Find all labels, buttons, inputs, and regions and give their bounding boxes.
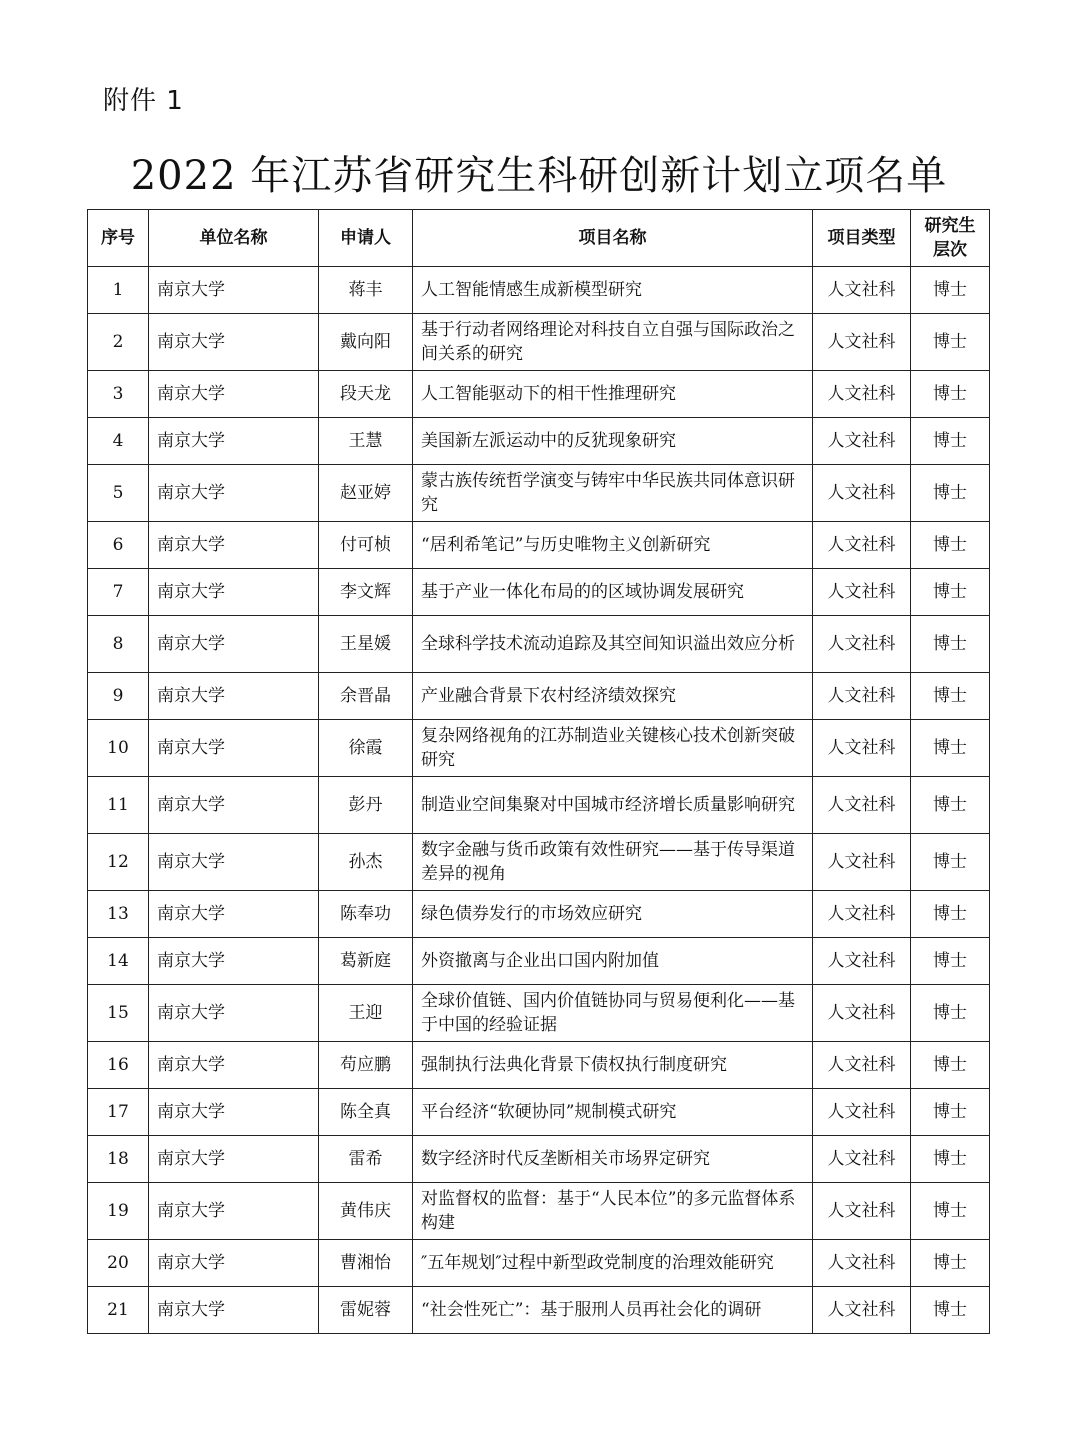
cell-level: 博士	[911, 938, 990, 985]
cell-project: 绿色债券发行的市场效应研究	[413, 891, 813, 938]
cell-seq: 4	[88, 418, 149, 465]
cell-seq: 14	[88, 938, 149, 985]
cell-project: 平台经济“软硬协同”规制模式研究	[413, 1089, 813, 1136]
cell-level: 博士	[911, 418, 990, 465]
cell-type: 人文社科	[813, 569, 911, 616]
cell-level: 博士	[911, 465, 990, 522]
cell-unit: 南京大学	[149, 314, 319, 371]
cell-type: 人文社科	[813, 1089, 911, 1136]
cell-project: 强制执行法典化背景下债权执行制度研究	[413, 1042, 813, 1089]
cell-level: 博士	[911, 1042, 990, 1089]
table-row	[88, 834, 990, 891]
cell-project: 制造业空间集聚对中国城市经济增长质量影响研究	[413, 777, 813, 834]
cell-type: 人文社科	[813, 834, 911, 891]
cell-unit: 南京大学	[149, 616, 319, 673]
table-row	[88, 1183, 990, 1240]
header-applicant: 申请人	[319, 210, 413, 267]
document-title: 2022 年江苏省研究生科研创新计划立项名单	[130, 153, 948, 199]
cell-seq: 21	[88, 1287, 149, 1334]
cell-applicant: 戴向阳	[319, 314, 413, 371]
cell-project: 对监督权的监督：基于“人民本位”的多元监督体系构建	[413, 1183, 813, 1240]
cell-project: “社会性死亡”：基于服刑人员再社会化的调研	[413, 1287, 813, 1334]
table-row	[88, 465, 990, 522]
cell-applicant: 蒋丰	[319, 267, 413, 314]
cell-applicant: 王星媛	[319, 616, 413, 673]
cell-project: 外资撤离与企业出口国内附加值	[413, 938, 813, 985]
cell-applicant: 陈全真	[319, 1089, 413, 1136]
cell-applicant: 苟应鹏	[319, 1042, 413, 1089]
cell-project: 美国新左派运动中的反犹现象研究	[413, 418, 813, 465]
cell-level: 博士	[911, 1089, 990, 1136]
cell-applicant: 段天龙	[319, 371, 413, 418]
header-project: 项目名称	[413, 210, 813, 267]
cell-project: 基于产业一体化布局的的区域协调发展研究	[413, 569, 813, 616]
cell-unit: 南京大学	[149, 569, 319, 616]
header-level	[911, 210, 990, 267]
cell-type: 人文社科	[813, 418, 911, 465]
cell-level: 博士	[911, 1287, 990, 1334]
cell-project: 数字金融与货币政策有效性研究——基于传导渠道差异的视角	[413, 834, 813, 891]
cell-unit: 南京大学	[149, 777, 319, 834]
cell-unit: 南京大学	[149, 673, 319, 720]
cell-type: 人文社科	[813, 938, 911, 985]
cell-level: 博士	[911, 522, 990, 569]
cell-level: 博士	[911, 371, 990, 418]
cell-applicant: 雷妮蓉	[319, 1287, 413, 1334]
cell-unit: 南京大学	[149, 267, 319, 314]
table-row	[88, 1089, 990, 1136]
table-row	[88, 720, 990, 777]
header-level-line1: 研究生	[924, 216, 976, 236]
cell-type: 人文社科	[813, 267, 911, 314]
cell-type: 人文社科	[813, 891, 911, 938]
cell-type: 人文社科	[813, 1136, 911, 1183]
cell-seq: 10	[88, 720, 149, 777]
table-body	[88, 267, 990, 1334]
cell-unit: 南京大学	[149, 522, 319, 569]
cell-project: 全球科学技术流动追踪及其空间知识溢出效应分析	[413, 616, 813, 673]
cell-unit: 南京大学	[149, 834, 319, 891]
table-row	[88, 314, 990, 371]
cell-project: 人工智能驱动下的相干性推理研究	[413, 371, 813, 418]
cell-unit: 南京大学	[149, 1183, 319, 1240]
table-row	[88, 267, 990, 314]
cell-seq: 1	[88, 267, 149, 314]
cell-type: 人文社科	[813, 777, 911, 834]
cell-type: 人文社科	[813, 1183, 911, 1240]
cell-unit: 南京大学	[149, 1287, 319, 1334]
cell-level: 博士	[911, 673, 990, 720]
cell-seq: 12	[88, 834, 149, 891]
cell-type: 人文社科	[813, 720, 911, 777]
cell-type: 人文社科	[813, 314, 911, 371]
cell-unit: 南京大学	[149, 1136, 319, 1183]
cell-type: 人文社科	[813, 673, 911, 720]
cell-applicant: 黄伟庆	[319, 1183, 413, 1240]
cell-applicant: 李文辉	[319, 569, 413, 616]
table-row	[88, 891, 990, 938]
cell-unit: 南京大学	[149, 1089, 319, 1136]
cell-type: 人文社科	[813, 1240, 911, 1287]
cell-seq: 11	[88, 777, 149, 834]
table-row	[88, 1136, 990, 1183]
cell-level: 博士	[911, 314, 990, 371]
cell-unit: 南京大学	[149, 985, 319, 1042]
header-unit: 单位名称	[149, 210, 319, 267]
cell-applicant: 余晋晶	[319, 673, 413, 720]
cell-unit: 南京大学	[149, 371, 319, 418]
cell-type: 人文社科	[813, 616, 911, 673]
cell-seq: 2	[88, 314, 149, 371]
cell-type: 人文社科	[813, 465, 911, 522]
cell-unit: 南京大学	[149, 465, 319, 522]
cell-seq: 18	[88, 1136, 149, 1183]
cell-level: 博士	[911, 267, 990, 314]
cell-level: 博士	[911, 985, 990, 1042]
cell-level: 博士	[911, 834, 990, 891]
cell-applicant: 徐霞	[319, 720, 413, 777]
table-row	[88, 985, 990, 1042]
table-row	[88, 1240, 990, 1287]
cell-seq: 19	[88, 1183, 149, 1240]
cell-applicant: 赵亚婷	[319, 465, 413, 522]
cell-level: 博士	[911, 720, 990, 777]
cell-unit: 南京大学	[149, 418, 319, 465]
table-row	[88, 371, 990, 418]
table-row	[88, 1287, 990, 1334]
cell-applicant: 王慧	[319, 418, 413, 465]
cell-level: 博士	[911, 777, 990, 834]
cell-type: 人文社科	[813, 985, 911, 1042]
table-header-row	[88, 210, 990, 267]
cell-project: 蒙古族传统哲学演变与铸牢中华民族共同体意识研究	[413, 465, 813, 522]
table-row	[88, 777, 990, 834]
cell-project: 基于行动者网络理论对科技自立自强与国际政治之间关系的研究	[413, 314, 813, 371]
cell-applicant: 陈奉功	[319, 891, 413, 938]
cell-seq: 8	[88, 616, 149, 673]
table-row	[88, 418, 990, 465]
cell-seq: 16	[88, 1042, 149, 1089]
cell-type: 人文社科	[813, 371, 911, 418]
cell-applicant: 曹湘怡	[319, 1240, 413, 1287]
cell-seq: 9	[88, 673, 149, 720]
cell-level: 博士	[911, 891, 990, 938]
cell-project: 产业融合背景下农村经济绩效探究	[413, 673, 813, 720]
cell-level: 博士	[911, 1240, 990, 1287]
table-row	[88, 938, 990, 985]
cell-type: 人文社科	[813, 1287, 911, 1334]
cell-seq: 6	[88, 522, 149, 569]
cell-seq: 13	[88, 891, 149, 938]
cell-level: 博士	[911, 616, 990, 673]
cell-unit: 南京大学	[149, 1240, 319, 1287]
cell-project: 复杂网络视角的江苏制造业关键核心技术创新突破研究	[413, 720, 813, 777]
project-list-table	[87, 209, 990, 1334]
cell-applicant: 王迎	[319, 985, 413, 1042]
cell-project: 数字经济时代反垄断相关市场界定研究	[413, 1136, 813, 1183]
table-row	[88, 673, 990, 720]
cell-project: “居利希笔记”与历史唯物主义创新研究	[413, 522, 813, 569]
cell-project: 全球价值链、国内价值链协同与贸易便利化——基于中国的经验证据	[413, 985, 813, 1042]
cell-project: ″五年规划″过程中新型政党制度的治理效能研究	[413, 1240, 813, 1287]
cell-type: 人文社科	[813, 1042, 911, 1089]
table-row	[88, 522, 990, 569]
cell-type: 人文社科	[813, 522, 911, 569]
cell-level: 博士	[911, 1183, 990, 1240]
table-row	[88, 569, 990, 616]
header-seq: 序号	[88, 210, 149, 267]
cell-seq: 15	[88, 985, 149, 1042]
cell-unit: 南京大学	[149, 891, 319, 938]
cell-applicant: 付可桢	[319, 522, 413, 569]
attachment-label: 附件 1	[103, 86, 184, 116]
cell-unit: 南京大学	[149, 1042, 319, 1089]
cell-project: 人工智能情感生成新模型研究	[413, 267, 813, 314]
cell-applicant: 葛新庭	[319, 938, 413, 985]
cell-unit: 南京大学	[149, 938, 319, 985]
table-row	[88, 616, 990, 673]
cell-seq: 5	[88, 465, 149, 522]
cell-applicant: 雷希	[319, 1136, 413, 1183]
cell-unit: 南京大学	[149, 720, 319, 777]
cell-seq: 20	[88, 1240, 149, 1287]
header-type: 项目类型	[813, 210, 911, 267]
cell-applicant: 孙杰	[319, 834, 413, 891]
header-level-line2: 层次	[933, 240, 967, 260]
cell-level: 博士	[911, 569, 990, 616]
cell-applicant: 彭丹	[319, 777, 413, 834]
table-row	[88, 1042, 990, 1089]
cell-level: 博士	[911, 1136, 990, 1183]
cell-seq: 17	[88, 1089, 149, 1136]
cell-seq: 3	[88, 371, 149, 418]
cell-seq: 7	[88, 569, 149, 616]
